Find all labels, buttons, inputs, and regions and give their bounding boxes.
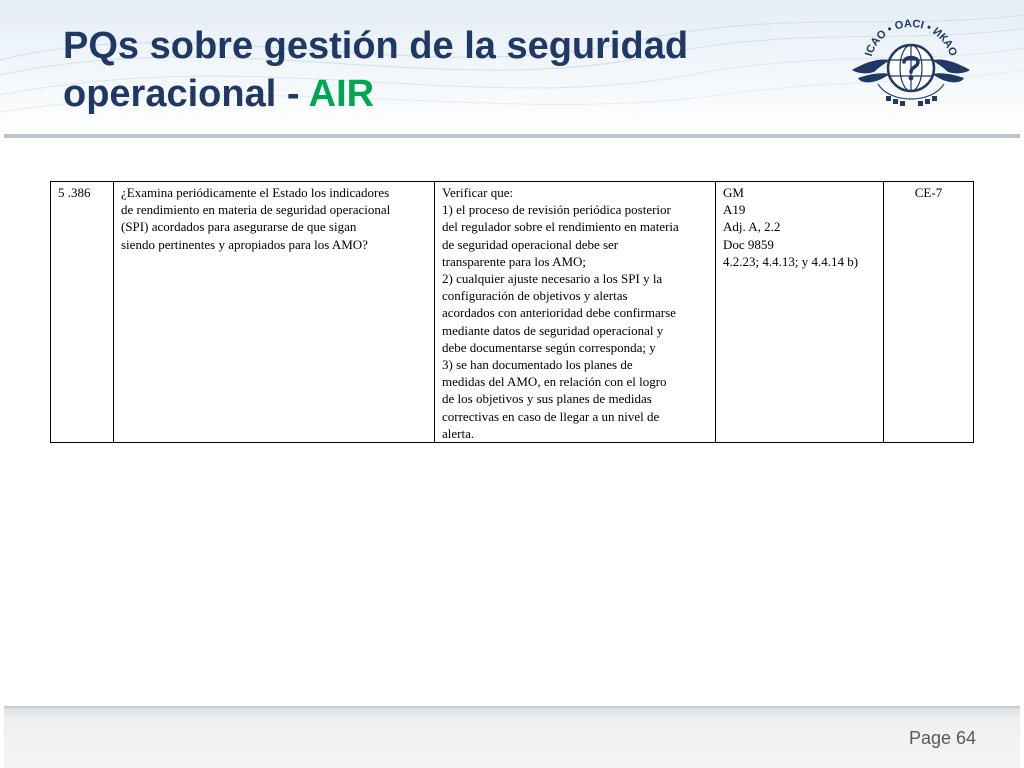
slide-title-line1: PQs sobre gestión de la seguridad: [63, 25, 689, 67]
page-number: Page 64: [908, 728, 976, 748]
slide-title: [63, 22, 688, 118]
cell-text-line: medidas del AMO, en relación con el logro: [442, 374, 667, 390]
cell-text-line: acordados con anterioridad debe confirmarse: [442, 305, 676, 321]
cell-text-line: (SPI) acordados para asegurarse de que sigan: [121, 219, 357, 235]
cell-text-line: 4.2.23; 4.4.13; y 4.4.14 b): [723, 253, 859, 269]
footer-band: [4, 706, 1020, 768]
pq-table-body: [51, 182, 974, 443]
cell-text-line: configuración de objetivos y alertas: [442, 288, 628, 304]
slide-title-accent: AIR: [308, 73, 375, 115]
cell-text-line: Verificar que:: [442, 185, 514, 200]
cell-text: 5 .386: [58, 185, 91, 200]
pq-number-cell: [51, 182, 114, 443]
cell-text-line: de rendimiento en materia de seguridad operacional: [121, 202, 391, 218]
pq-reference-cell: [716, 182, 884, 443]
icao-emblem-icon: [848, 12, 974, 118]
cell-text-line: Adj. A, 2.2: [723, 219, 781, 235]
pq-table: [50, 181, 974, 443]
cell-text-line: 2) cualquier ajuste necesario a los SPI y la: [442, 271, 663, 287]
pq-guidance-cell: [435, 182, 716, 443]
cell-text-line: de seguridad operacional debe ser: [442, 236, 619, 252]
cell-text-line: transparente para los AMO;: [442, 253, 587, 269]
cell-text-line: GM: [723, 185, 744, 200]
cell-text-line: 1) el proceso de revisión periódica posterior: [442, 202, 671, 218]
logo-ring-text: ICAO • OACI • ИКАО: [862, 17, 960, 58]
cell-text: CE-7: [914, 185, 943, 200]
cell-text-line: debe documentarse según corresponda; y: [442, 339, 656, 355]
cell-text-line: 3) se han documentado los planes de: [442, 357, 633, 373]
cell-text-line: siendo pertinentes y apropiados para los AMO?: [121, 236, 368, 252]
cell-text-line: mediante datos de seguridad operacional y: [442, 322, 664, 338]
cell-text-line: Doc 9859: [723, 236, 774, 252]
table-row: [51, 182, 974, 443]
pq-question-cell: [114, 182, 435, 443]
cell-text-line: alerta.: [442, 425, 475, 441]
pq-ce-cell: [884, 182, 974, 443]
cell-text-line: del regulador sobre el rendimiento en materia: [442, 219, 679, 235]
cell-text-line: correctivas en caso de llegar a un nivel de: [442, 408, 660, 424]
header-divider: [4, 134, 1020, 138]
cell-text-line: ¿Examina periódicamente el Estado los indicadores: [121, 185, 390, 200]
cell-text-line: de los objetivos y sus planes de medidas: [442, 391, 652, 407]
slide-title-line2: operacional -: [63, 73, 309, 115]
slide-header: [0, 0, 1024, 138]
cell-text-line: A19: [723, 202, 746, 218]
